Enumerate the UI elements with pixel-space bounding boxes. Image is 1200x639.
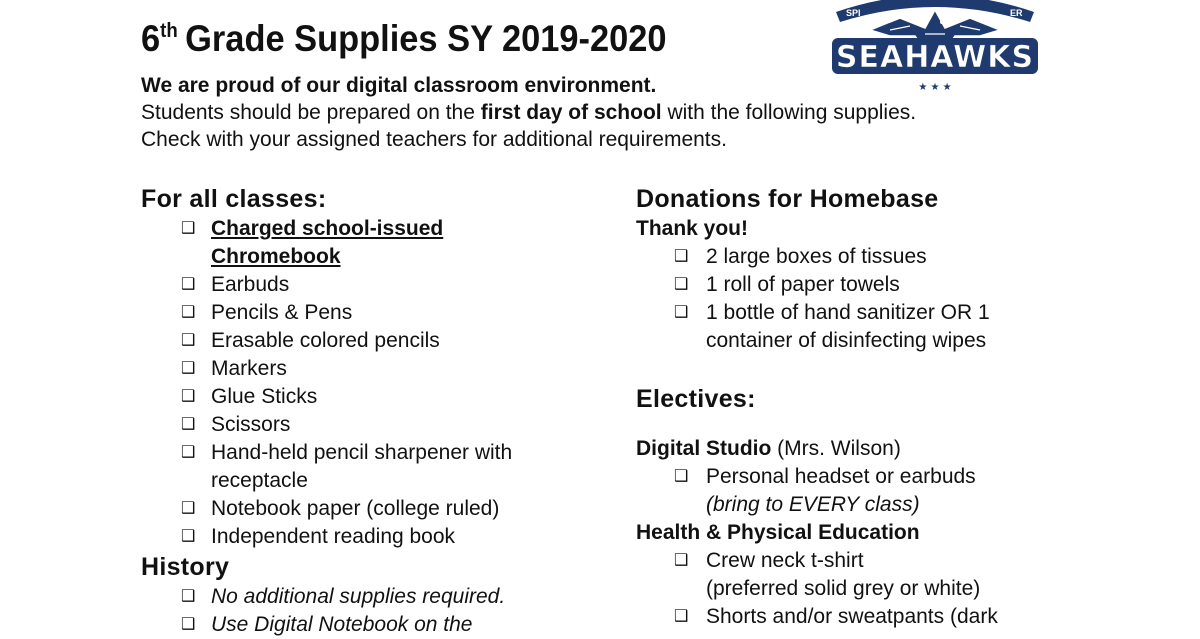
item-tissues: 2 large boxes of tissues: [706, 245, 927, 268]
list-item: [141, 355, 611, 383]
list-item: [141, 271, 611, 299]
history-list: [141, 583, 611, 639]
digital-studio-teacher: (Mrs. Wilson): [771, 437, 901, 460]
all-classes-list: [141, 215, 611, 551]
list-item: [141, 215, 611, 243]
item-shorts: Shorts and/or sweatpants (dark: [706, 605, 998, 628]
list-item-continuation: [636, 491, 1176, 519]
digital-studio-heading: [636, 435, 1176, 463]
list-item: [636, 547, 1176, 575]
checkbox-icon[interactable]: ❑: [181, 500, 196, 517]
list-item-continuation: [141, 467, 611, 495]
list-item: [636, 243, 1176, 271]
chromebook-line-1: Charged school-issued: [211, 217, 444, 240]
seahawks-logo: [830, 0, 1040, 95]
digital-studio-list: [636, 463, 1176, 519]
checkbox-icon[interactable]: ❑: [674, 304, 689, 321]
logo-stars: ★ ★ ★: [918, 82, 952, 93]
chromebook-line-2: Chromebook: [211, 245, 341, 268]
list-item: [636, 463, 1176, 491]
checkbox-icon[interactable]: ❑: [181, 276, 196, 293]
item-earbuds: Earbuds: [211, 273, 290, 296]
seahawk-emblem-icon: [832, 0, 1038, 93]
item-reading-book: Independent reading book: [211, 525, 456, 548]
list-item: [141, 583, 611, 611]
item-headset-note: (bring to EVERY class): [706, 493, 920, 516]
intro-line-2: [141, 99, 916, 126]
right-column: [636, 183, 1176, 631]
item-colored-pencils: Erasable colored pencils: [211, 329, 440, 352]
spacer: [636, 355, 1176, 383]
list-item: [141, 611, 611, 639]
item-markers: Markers: [211, 357, 287, 380]
item-glue-sticks: Glue Sticks: [211, 385, 318, 408]
item-sharpener-line-2: receptacle: [211, 469, 308, 492]
list-item: [141, 327, 611, 355]
list-item-continuation: [141, 243, 611, 271]
item-pencils-pens: Pencils & Pens: [211, 301, 353, 324]
checkbox-icon[interactable]: ❑: [181, 444, 196, 461]
checkbox-icon[interactable]: ❑: [181, 388, 196, 405]
checkbox-icon[interactable]: ❑: [674, 608, 689, 625]
homebase-heading: Donations for Homebase: [636, 185, 939, 213]
checkbox-icon[interactable]: ❑: [181, 588, 196, 605]
checkbox-icon[interactable]: ❑: [181, 528, 196, 545]
intro-paragraph: [141, 72, 916, 153]
item-sanitizer-line-1: 1 bottle of hand sanitizer OR 1: [706, 301, 990, 324]
checkbox-icon[interactable]: ❑: [674, 276, 689, 293]
checkbox-icon[interactable]: ❑: [181, 304, 196, 321]
intro-line-3: Check with your assigned teachers for additional requirements.: [141, 128, 727, 151]
history-item-1: No additional supplies required.: [211, 585, 506, 608]
logo-arc-text-left: SPI: [846, 8, 861, 18]
electives-heading: Electives:: [636, 385, 756, 413]
digital-studio-name: Digital Studio: [636, 437, 772, 460]
list-item: [141, 495, 611, 523]
checkbox-icon[interactable]: ❑: [181, 220, 196, 237]
checkbox-icon[interactable]: ❑: [674, 248, 689, 265]
intro-line-2-end: with the following supplies.: [661, 101, 917, 124]
checkbox-icon[interactable]: ❑: [674, 468, 689, 485]
checkbox-icon[interactable]: ❑: [181, 616, 196, 633]
homebase-list: [636, 243, 1176, 355]
intro-first-day: first day of school: [480, 101, 662, 124]
intro-line-1: We are proud of our digital classroom environment.: [141, 74, 657, 97]
list-item: [636, 603, 1176, 631]
item-sharpener-line-1: Hand-held pencil sharpener with: [211, 441, 513, 464]
item-scissors: Scissors: [211, 413, 291, 436]
homebase-thanks: Thank you!: [636, 217, 749, 240]
list-item: [141, 523, 611, 551]
health-pe-list: [636, 547, 1176, 631]
all-classes-heading: For all classes:: [141, 185, 327, 213]
checkbox-icon[interactable]: ❑: [181, 416, 196, 433]
spacer: [636, 415, 1176, 435]
title-grade-number: 6: [141, 18, 161, 59]
left-column: [141, 183, 611, 639]
item-notebook-paper: Notebook paper (college ruled): [211, 497, 500, 520]
title-text: Grade Supplies SY 2019-2020: [185, 18, 667, 59]
item-tshirt-line-1: Crew neck t-shirt: [706, 549, 864, 572]
list-item: [141, 411, 611, 439]
item-paper-towels: 1 roll of paper towels: [706, 273, 900, 296]
checkbox-icon[interactable]: ❑: [181, 332, 196, 349]
page-title: [141, 18, 667, 60]
list-item: [141, 299, 611, 327]
logo-name: SEAHAWKS: [835, 40, 1035, 75]
item-sanitizer-line-2: container of disinfecting wipes: [706, 329, 987, 352]
checkbox-icon[interactable]: ❑: [674, 552, 689, 569]
logo-arc-text-right: ER: [1010, 8, 1023, 18]
checkbox-icon[interactable]: ❑: [181, 360, 196, 377]
history-item-2: Use Digital Notebook on the: [211, 613, 473, 636]
intro-line-2-start: Students should be prepared on the: [141, 101, 481, 124]
history-heading: History: [141, 553, 230, 581]
list-item: [141, 383, 611, 411]
list-item-continuation: [636, 575, 1176, 603]
list-item-continuation: [636, 327, 1176, 355]
item-tshirt-line-2: (preferred solid grey or white): [706, 577, 981, 600]
health-pe-heading: Health & Physical Education: [636, 521, 920, 544]
list-item: [636, 271, 1176, 299]
title-grade-suffix: th: [160, 20, 178, 42]
list-item: [141, 439, 611, 467]
list-item: [636, 299, 1176, 327]
item-headset: Personal headset or earbuds: [706, 465, 976, 488]
